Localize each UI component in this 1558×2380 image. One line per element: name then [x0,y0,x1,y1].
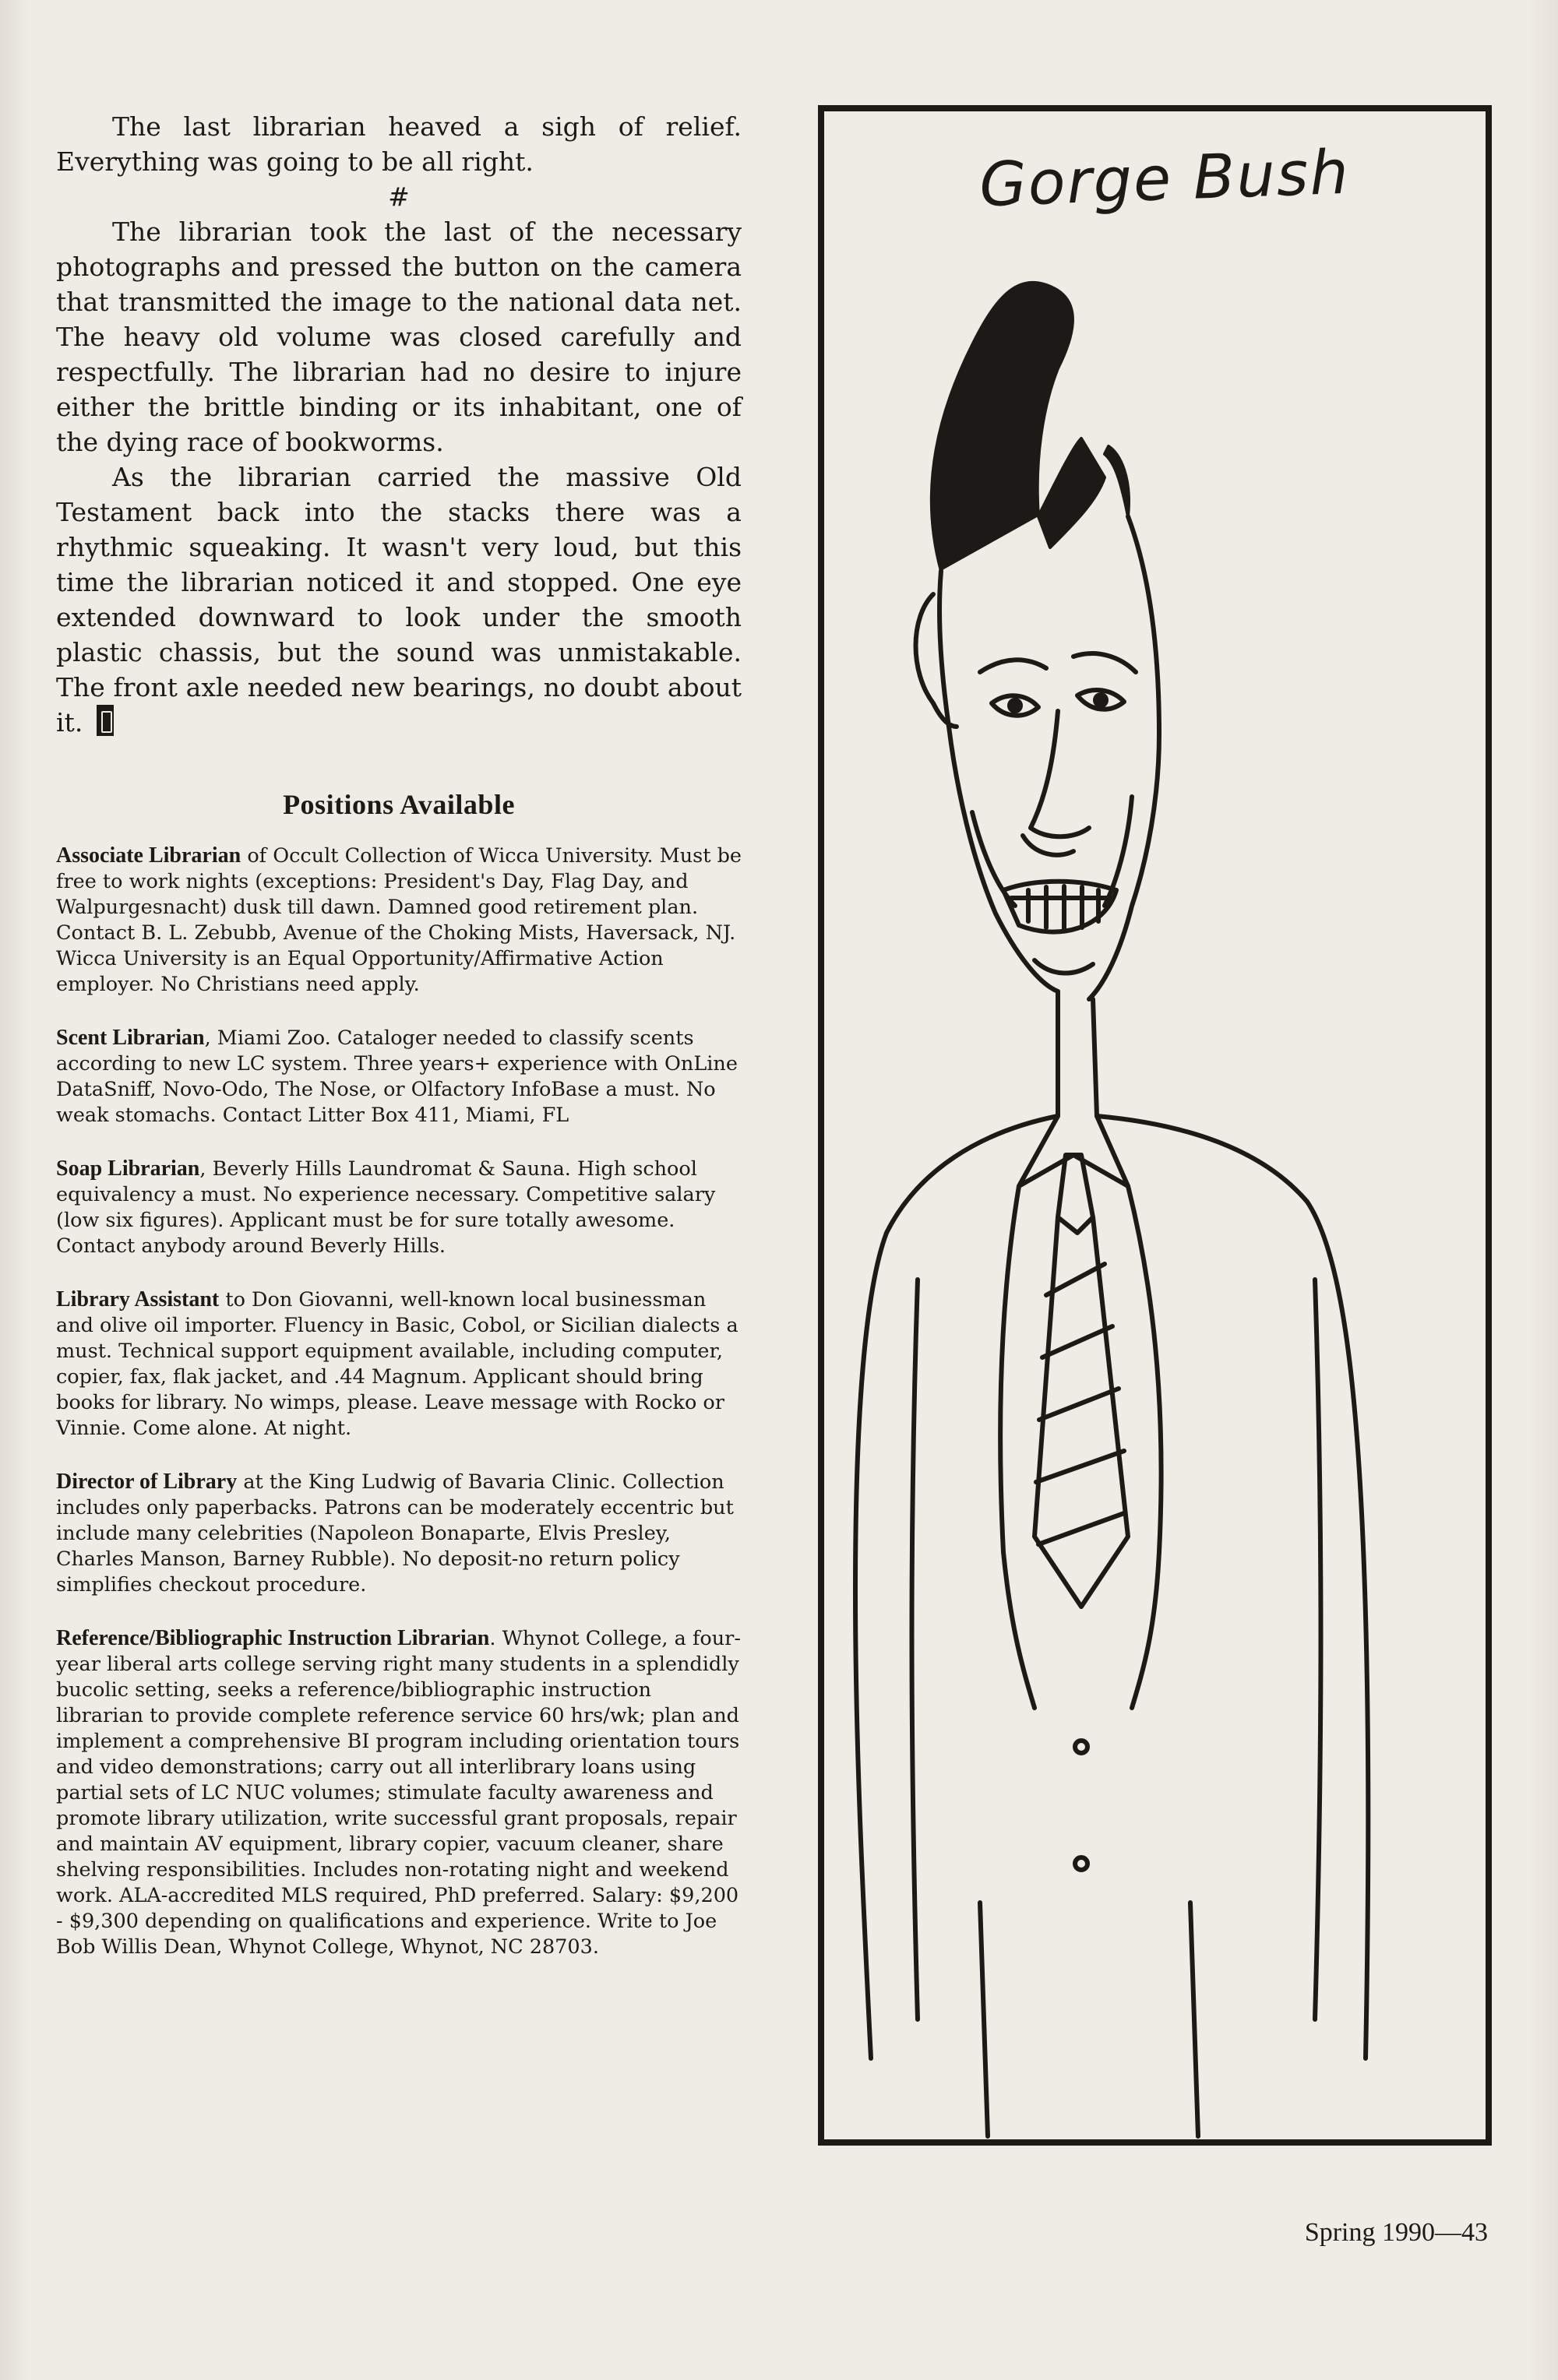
job-ad [56,1287,742,1442]
job-ad-role: Library Assistant [56,1287,220,1311]
positions-heading: Positions Available [283,789,515,820]
job-ad-text: of Occult Collection of Wicca University. Must be free to work nights (exceptions: President's Day, Flag Day, and Walpurgesnacht) dusk till dawn. Damned good retirement plan. Contact B. L. Zebubb, Avenue of the Choking Mists, Haversack, NJ. Wicca University is an Equal Opportunity/Affirmative Action employer. No Christians need apply. [56,844,742,996]
caricature-drawing-icon [824,111,1486,2139]
page-footer: Spring 1990—43 [1304,2218,1488,2247]
story-paragraph-text: As the librarian carried the massive Old Testament back into the stacks there was a rhythmic squeaking. It wasn't very loud, but this time the librarian noticed it and stopped. One eye extended downward to look under the smooth plastic chassis, but the sound was unmistakable. The front axle needed new bearings, no doubt about it. [56,462,742,738]
end-mark-icon [97,705,114,736]
job-ad-text: . Whynot College, a four-year liberal arts college serving right many students in a splendidly bucolic setting, seeks a reference/bibliographic instruction librarian to provide complete reference service 60 hrs/wk; plan and implement a comprehensive BI program including orientation tours and video demonstrations; carry out all interlibrary loans using partial sets of LC NUC volumes; stimulate faculty awareness and promote library utilization, write successful grant proposals, repair and maintain AV equipment, library copier, vacuum cleaner, share shelving responsibilities. Includes non-rotating night and weekend work. ALA-accredited MLS required, PhD preferred. Salary: $9,200 - $9,300 depending on qualifications and experience. Write to Joe Bob Willis Dean, Whynot College, Whynot, NC 28703. [56,1627,741,1959]
job-ad-text: , Miami Zoo. Cataloger needed to classify scents according to new LC system. Three years+ experience with OnLine DataSniff, Novo-Odo, The Nose, or Olfactory InfoBase a must. No weak stomachs. Contact Litter Box 411, Miami, FL [56,1026,738,1127]
job-ad-text: to Don Giovanni, well-known local businessman and olive oil importer. Fluency in Basic, Cobol, or Sicilian dialects a must. Technical support equipment available, including computer, copier, fax, flak jacket, and .44 Magnum. Applicant should bring books for library. No wimps, please. Leave message with Rocko or Vinnie. Come alone. At night. [56,1288,738,1440]
job-ad-role: Associate Librarian [56,843,241,868]
job-ad-role: Director of Library [56,1470,238,1494]
job-ad [56,1469,742,1598]
job-ad [56,843,742,998]
job-ad-text: , Beverly Hills Laundromat & Sauna. High school equivalency a must. No experience necessary. Competitive salary (low six figures). Applicant must be for sure totally awesome. Contact anybody around Beverly Hills. [56,1157,716,1258]
story-paragraph [56,459,742,740]
story-paragraph: The librarian took the last of the necessary photographs and pressed the button on the camera that transmitted the image to the national data net. The heavy old volume was closed carefully and respectfully. The librarian had no desire to injure either the brittle binding or its inhabitant, one of the dying race of bookworms. [56,217,742,457]
section-separator: # [388,181,410,212]
job-ad [56,1156,742,1259]
job-ad-text: at the King Ludwig of Bavaria Clinic. Collection includes only paperbacks. Patrons can be moderately eccentric but include many celebrities (Napoleon Bonaparte, Elvis Presley, Charles Manson, Barney Rubble). No deposit-no return policy simplifies checkout procedure. [56,1470,734,1597]
job-ad-role: Reference/Bibliographic Instruction Librarian [56,1626,490,1650]
job-ad [56,1625,742,1960]
cartoon-caption: Gorge Bush [978,137,1352,221]
job-ad-role: Scent Librarian [56,1026,205,1050]
story-text [56,109,742,740]
job-ad-role: Soap Librarian [56,1157,200,1181]
job-ad [56,1025,742,1128]
story-paragraph: The last librarian heaved a sigh of relief. Everything was going to be all right. [56,111,742,177]
job-ads-list [56,843,742,1987]
